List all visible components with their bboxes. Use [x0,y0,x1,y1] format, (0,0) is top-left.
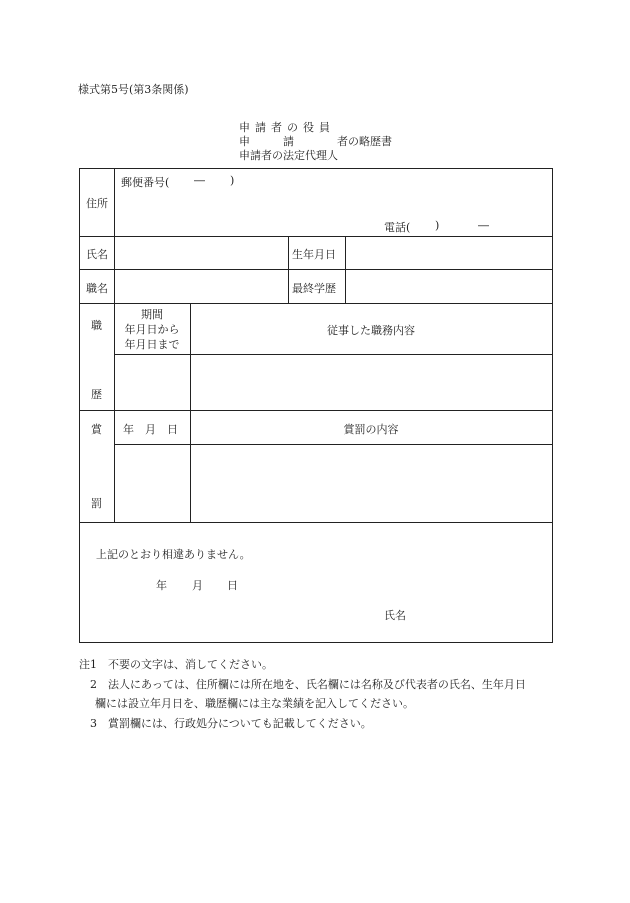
birth-col-divider [345,236,346,303]
row-divider-award [80,522,552,523]
title-line-2-char-1: 申 [239,135,250,148]
note-2-line-2: 欄には設立年月日を、職歴欄には主な業績を記入してください。 [95,697,414,710]
position-label: 職名 [86,282,108,295]
career-label-char-2: 歴 [91,388,102,401]
name-col-divider [288,236,289,303]
title-line-1: 申請者の役員 [239,121,335,134]
period-header [114,307,190,352]
label-col-divider-top [114,169,115,303]
declaration-text: 上記のとおり相違ありません。 [96,548,251,561]
award-content-input[interactable] [192,446,550,520]
birth-date-label: 生年月日 [292,248,336,261]
award-date-header: 年 月 日 [123,423,178,436]
education-input[interactable] [348,271,548,301]
row-divider-name [80,269,552,270]
postal-code-label: 郵便番号( [121,176,170,189]
address-label: 住所 [86,197,108,210]
row-divider-position [80,303,552,304]
note-2-line-1: 2 法人にあっては、住所欄には所在地を、氏名欄には名称及び代表者の氏名、生年月日 [90,677,526,691]
postal-code-dash: ― [194,174,205,187]
row-divider-address [80,236,552,237]
name-label: 氏名 [86,248,108,261]
career-duties-input[interactable] [192,356,550,408]
sign-year: 年 [156,579,167,592]
career-label-char-1: 職 [91,319,102,332]
sign-month: 月 [192,579,203,592]
phone-close: ) [435,219,440,232]
row-divider-career [80,410,552,411]
title-line-2-rest: 者の略歴書 [337,135,392,148]
award-content-header: 賞罰の内容 [343,423,399,436]
position-input[interactable] [116,271,286,301]
note-1: 注1 不要の文字は、消してください。 [79,658,273,671]
period-header-line-1: 期間 [141,308,163,321]
title-line-2-char-2: 請 [283,135,294,148]
career-period-input[interactable] [116,356,188,408]
career-header-divider [114,354,552,355]
education-label: 最終学歴 [292,282,336,295]
phone-dash: ― [478,219,489,232]
period-header-line-3: 年月日まで [124,338,180,351]
notes [79,655,526,733]
title-line-3: 申請者の法定代理人 [239,149,338,162]
award-date-input[interactable] [116,446,188,520]
sign-name-label: 氏名 [384,609,406,622]
birth-date-input[interactable] [348,238,548,268]
period-header-line-2: 年月日から [124,323,180,336]
phone-label: 電話( [384,221,411,234]
award-label-char-1: 賞 [91,423,102,436]
sign-day: 日 [227,579,238,592]
award-header-divider [114,444,552,445]
award-label-char-2: 罰 [91,497,102,510]
resume-table [79,168,553,643]
address-input[interactable] [121,186,541,216]
duties-header: 従事した職務内容 [327,324,415,337]
note-3: 3 賞罰欄には、行政処分についても記載してください。 [90,716,372,730]
name-input[interactable] [116,238,286,268]
postal-code-close: ) [230,174,235,187]
form-number: 様式第5号(第3条関係) [78,83,189,96]
